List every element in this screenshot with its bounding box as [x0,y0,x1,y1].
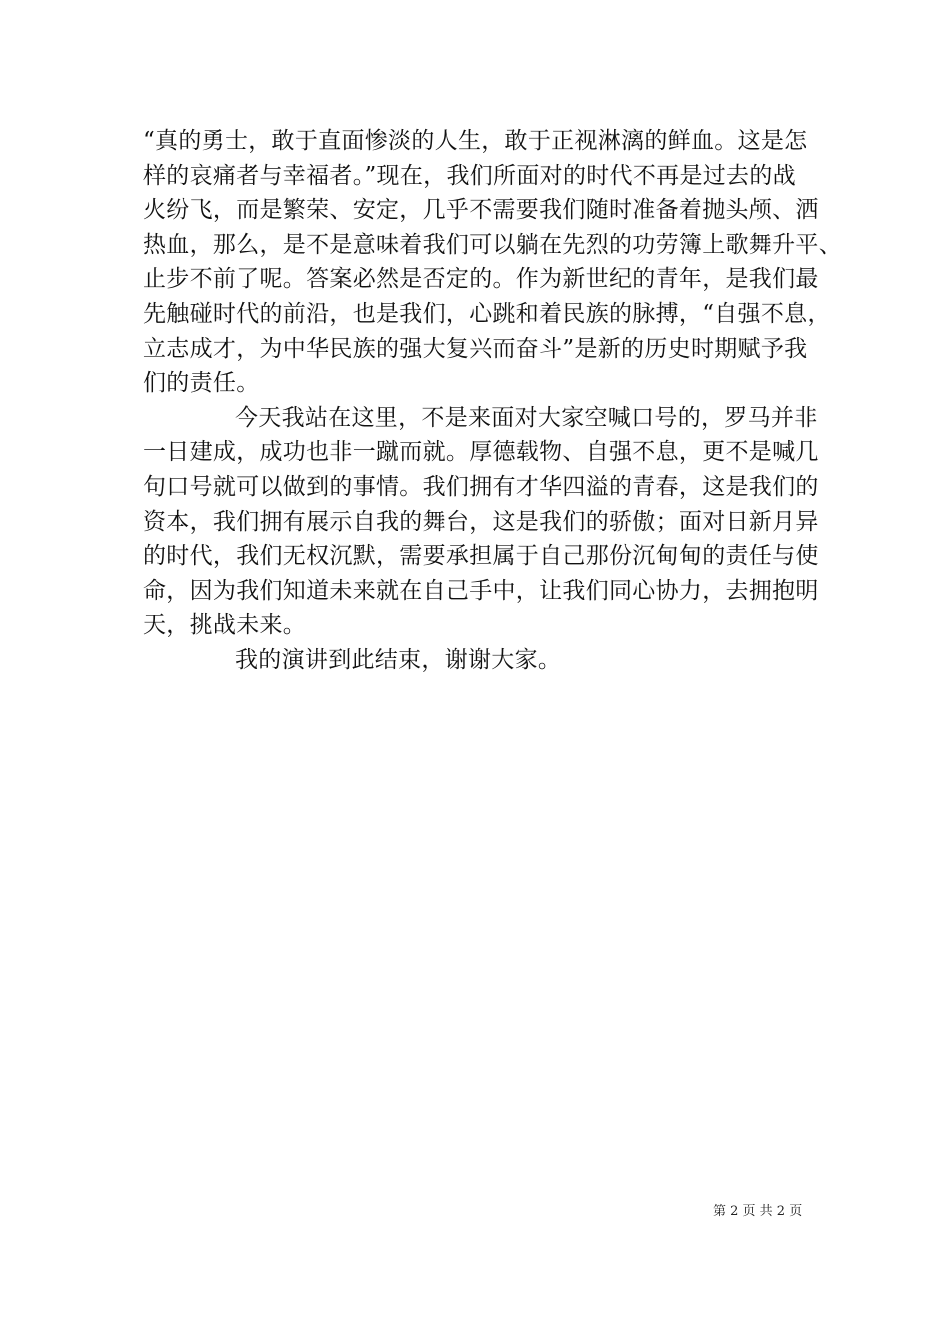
text-line: 的时代，我们无权沉默，需要承担属于自己那份沉甸甸的责任与使 [143,543,819,570]
page-number-footer: 第 2 页 共 2 页 [713,1204,803,1219]
paragraph [143,401,819,643]
text-line: 一日建成，成功也非一蹴而就。厚德载物、自强不息，更不是喊几 [143,439,819,466]
text-line: 资本，我们拥有展示自我的舞台，这是我们的骄傲；面对日新月异 [143,508,819,535]
text-line: 热血，那么，是不是意味着我们可以躺在先烈的功劳簿上歌舞升平、 [143,231,842,258]
text-line: 今天我站在这里，不是来面对大家空喊口号的，罗马并非 [235,404,818,431]
text-line: 立志成才，为中华民族的强大复兴而奋斗”是新的历史时期赋予我 [143,335,808,362]
text-line: 止步不前了呢。答案必然是否定的。作为新世纪的青年，是我们最 [143,266,819,293]
text-line: 先触碰时代的前沿，也是我们，心跳和着民族的脉搏，“自强不息， [143,300,831,327]
text-line: 天，挑战未来。 [143,612,307,639]
text-line: 们的责任。 [143,370,260,397]
text-line: 火纷飞，而是繁荣、安定，几乎不需要我们随时准备着抛头颅、洒 [143,197,819,224]
text-line: 命，因为我们知道未来就在自己手中，让我们同心协力，去拥抱明 [143,577,819,604]
text-line: 句口号就可以做到的事情。我们拥有才华四溢的青春，这是我们的 [143,473,819,500]
text-line: “真的勇士，敢于直面惨淡的人生，敢于正视淋漓的鲜血。这是怎 [143,128,808,154]
text-line: 我的演讲到此结束，谢谢大家。 [235,646,562,673]
body-text [143,124,842,678]
paragraph [143,643,813,678]
text-line: 样的哀痛者与幸福者。”现在，我们所面对的时代不再是过去的战 [143,162,796,189]
paragraph [143,124,842,401]
